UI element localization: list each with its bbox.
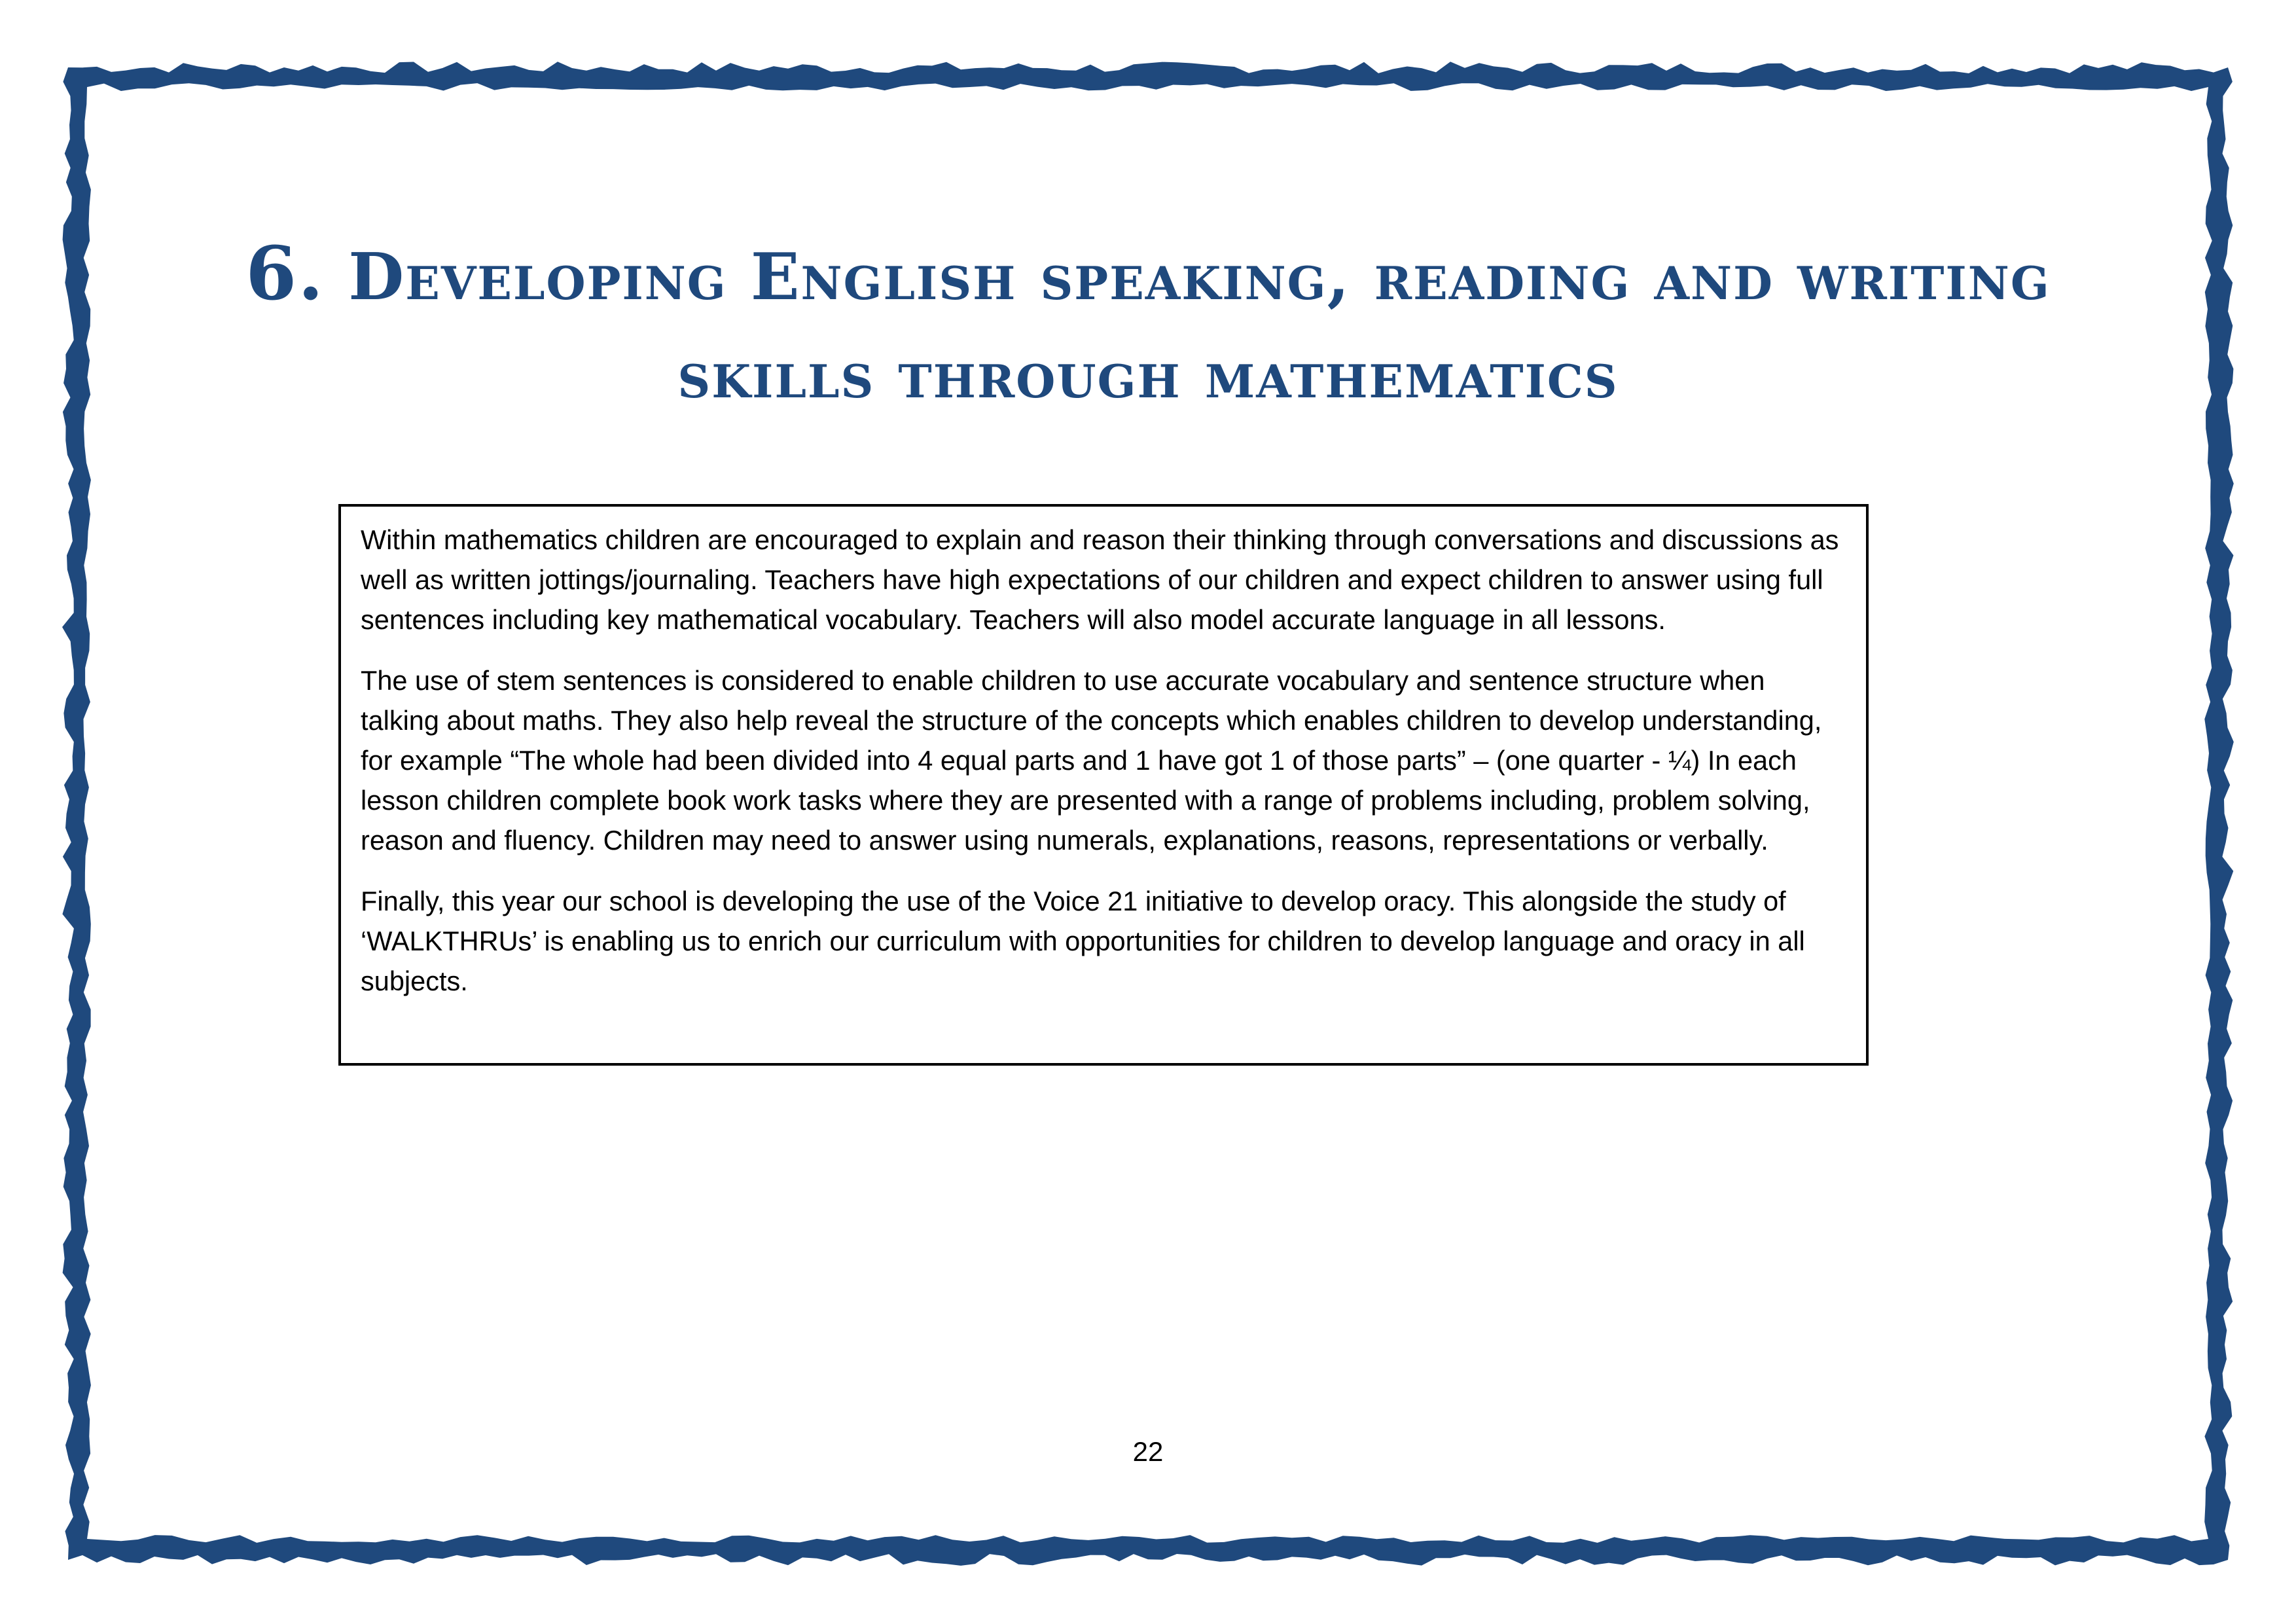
heading-text-line-1: Developing English speaking, reading and writing — [348, 239, 2051, 315]
page-number: 22 — [1132, 1436, 1164, 1467]
paragraph-oracy-reasoning: Within mathematics children are encouraged to explain and reason their thinking through conversations and discussions as well as written jottings/journaling. Teachers have high expectations of our children and expect children to answer using full sentences including key mathematical vocabulary. Teachers will also model accurate language in all lessons. — [361, 524, 1839, 635]
heading-text-line-2: skills through mathematics — [677, 337, 1619, 413]
page-heading — [118, 225, 2178, 425]
heading-number: 6. — [245, 230, 325, 317]
content-text-box — [338, 504, 1869, 1066]
paragraph-stem-sentences: The use of stem sentences is considered to enable children to use accurate vocabulary and sentence structure when talking about maths. They also help reveal the structure of the concepts which enables children to develop understanding, for example “The whole had been divided into 4 equal parts and 1 have got 1 of those parts” – (one quarter - ¼) In each lesson children complete book work tasks where they are presented with a range of problems including, problem solving, reason and fluency. Children may need to answer using numerals, explanations, reasons, representations or verbally. — [361, 665, 1822, 856]
paragraph-voice21: Finally, this year our school is developing the use of the Voice 21 initiative to develop oracy. This alongside the study of ‘WALKTHRUs’ is enabling us to enrich our curriculum with opportunities for children to develop language and oracy in all subjects. — [361, 886, 1805, 996]
heading-line-1 — [118, 225, 2178, 327]
